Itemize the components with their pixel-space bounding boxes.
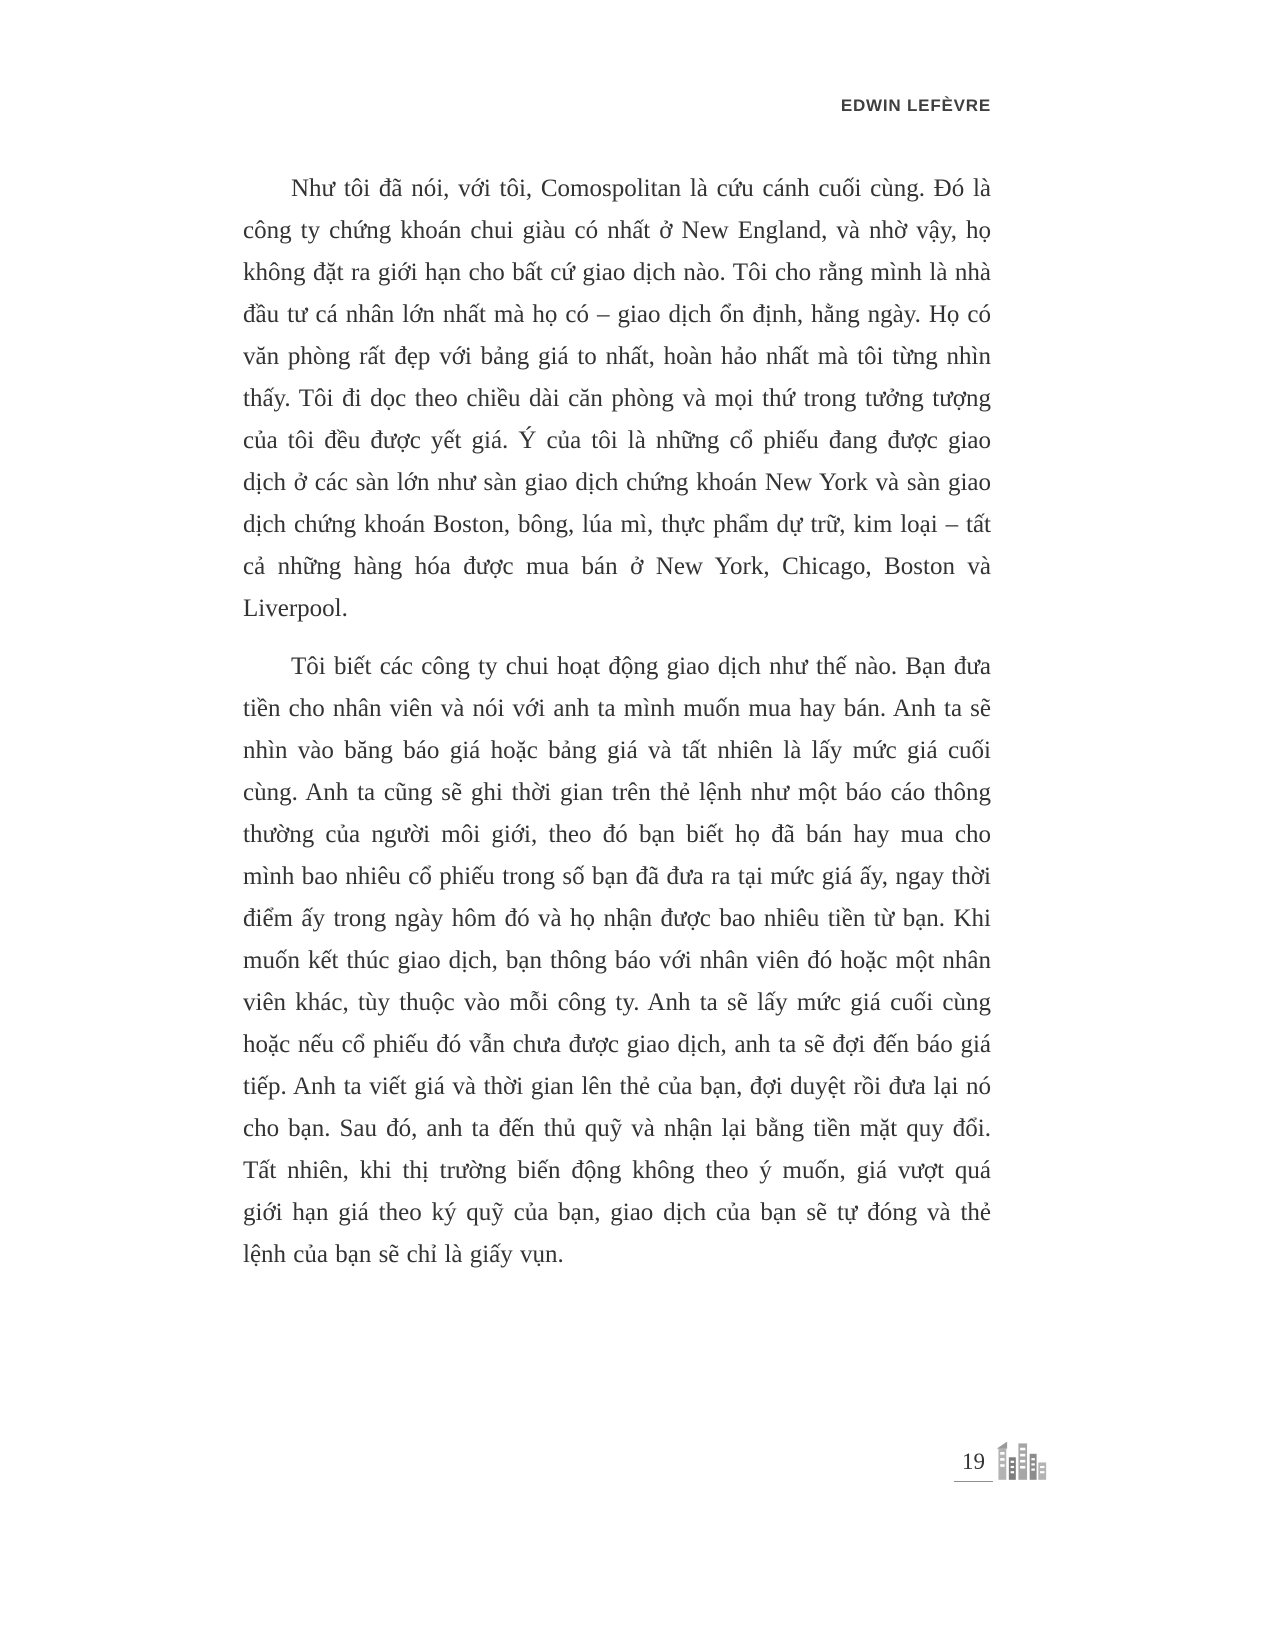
page-content [243, 96, 991, 1292]
running-header [243, 96, 991, 116]
paragraph: Tôi biết các công ty chui hoạt động giao dịch như thế nào. Bạn đưa tiền cho nhân viên và nói với anh ta mình muốn mua hay bán. Anh ta sẽ nhìn vào băng báo giá hoặc bảng giá và tất nhiên là lấy mức giá cuối cùng. Anh ta cũng sẽ ghi thời gian trên thẻ lệnh như một báo cáo thông thường của người môi giới, theo đó bạn biết họ đã bán hay mua cho mình bao nhiêu cổ phiếu trong số bạn đã đưa ra tại mức giá ấy, ngay thời điểm ấy trong ngày hôm đó và họ nhận được bao nhiêu tiền từ bạn. Khi muốn kết thúc giao dịch, bạn thông báo với nhân viên đó hoặc một nhân viên khác, tùy thuộc vào mỗi công ty. Anh ta sẽ lấy mức giá cuối cùng hoặc nếu cổ phiếu đó vẫn chưa được giao dịch, anh ta sẽ đợi đến báo giá tiếp. Anh ta viết giá và thời gian lên thẻ của bạn, đợi duyệt rồi đưa lại nó cho bạn. Sau đó, anh ta đến thủ quỹ và nhận lại bằng tiền mặt quy đổi. Tất nhiên, khi thị trường biến động không theo ý muốn, giá vượt quá giới hạn giá theo ký quỹ của bạn, giao dịch của bạn sẽ tự đóng và thẻ lệnh của bạn sẽ chỉ là giấy vụn. [243, 653, 991, 1268]
page-body [243, 168, 991, 1276]
page-number: 19 [954, 1449, 993, 1482]
paragraph: Như tôi đã nói, với tôi, Comospolitan là cứu cánh cuối cùng. Đó là công ty chứng khoán chui giàu có nhất ở New England, và nhờ vậy, họ không đặt ra giới hạn cho bất cứ giao dịch nào. Tôi cho rằng mình là nhà đầu tư cá nhân lớn nhất mà họ có – giao dịch ổn định, hằng ngày. Họ có văn phòng rất đẹp với bảng giá to nhất, hoàn hảo nhất mà tôi từng nhìn thấy. Tôi đi dọc theo chiều dài căn phòng và mọi thứ trong tưởng tượng của tôi đều được yết giá. Ý của tôi là những cổ phiếu đang được giao dịch ở các sàn lớn như sàn giao dịch chứng khoán New York và sàn giao dịch chứng khoán Boston, bông, lúa mì, thực phẩm dự trữ, kim loại – tất cả những hàng hóa được mua bán ở New York, Chicago, Boston và Liverpool. [243, 175, 991, 622]
author-name: EDWIN LEFÈVRE [840, 96, 991, 115]
publisher-logo-icon [995, 1436, 1047, 1482]
page-footer [954, 1436, 1047, 1482]
